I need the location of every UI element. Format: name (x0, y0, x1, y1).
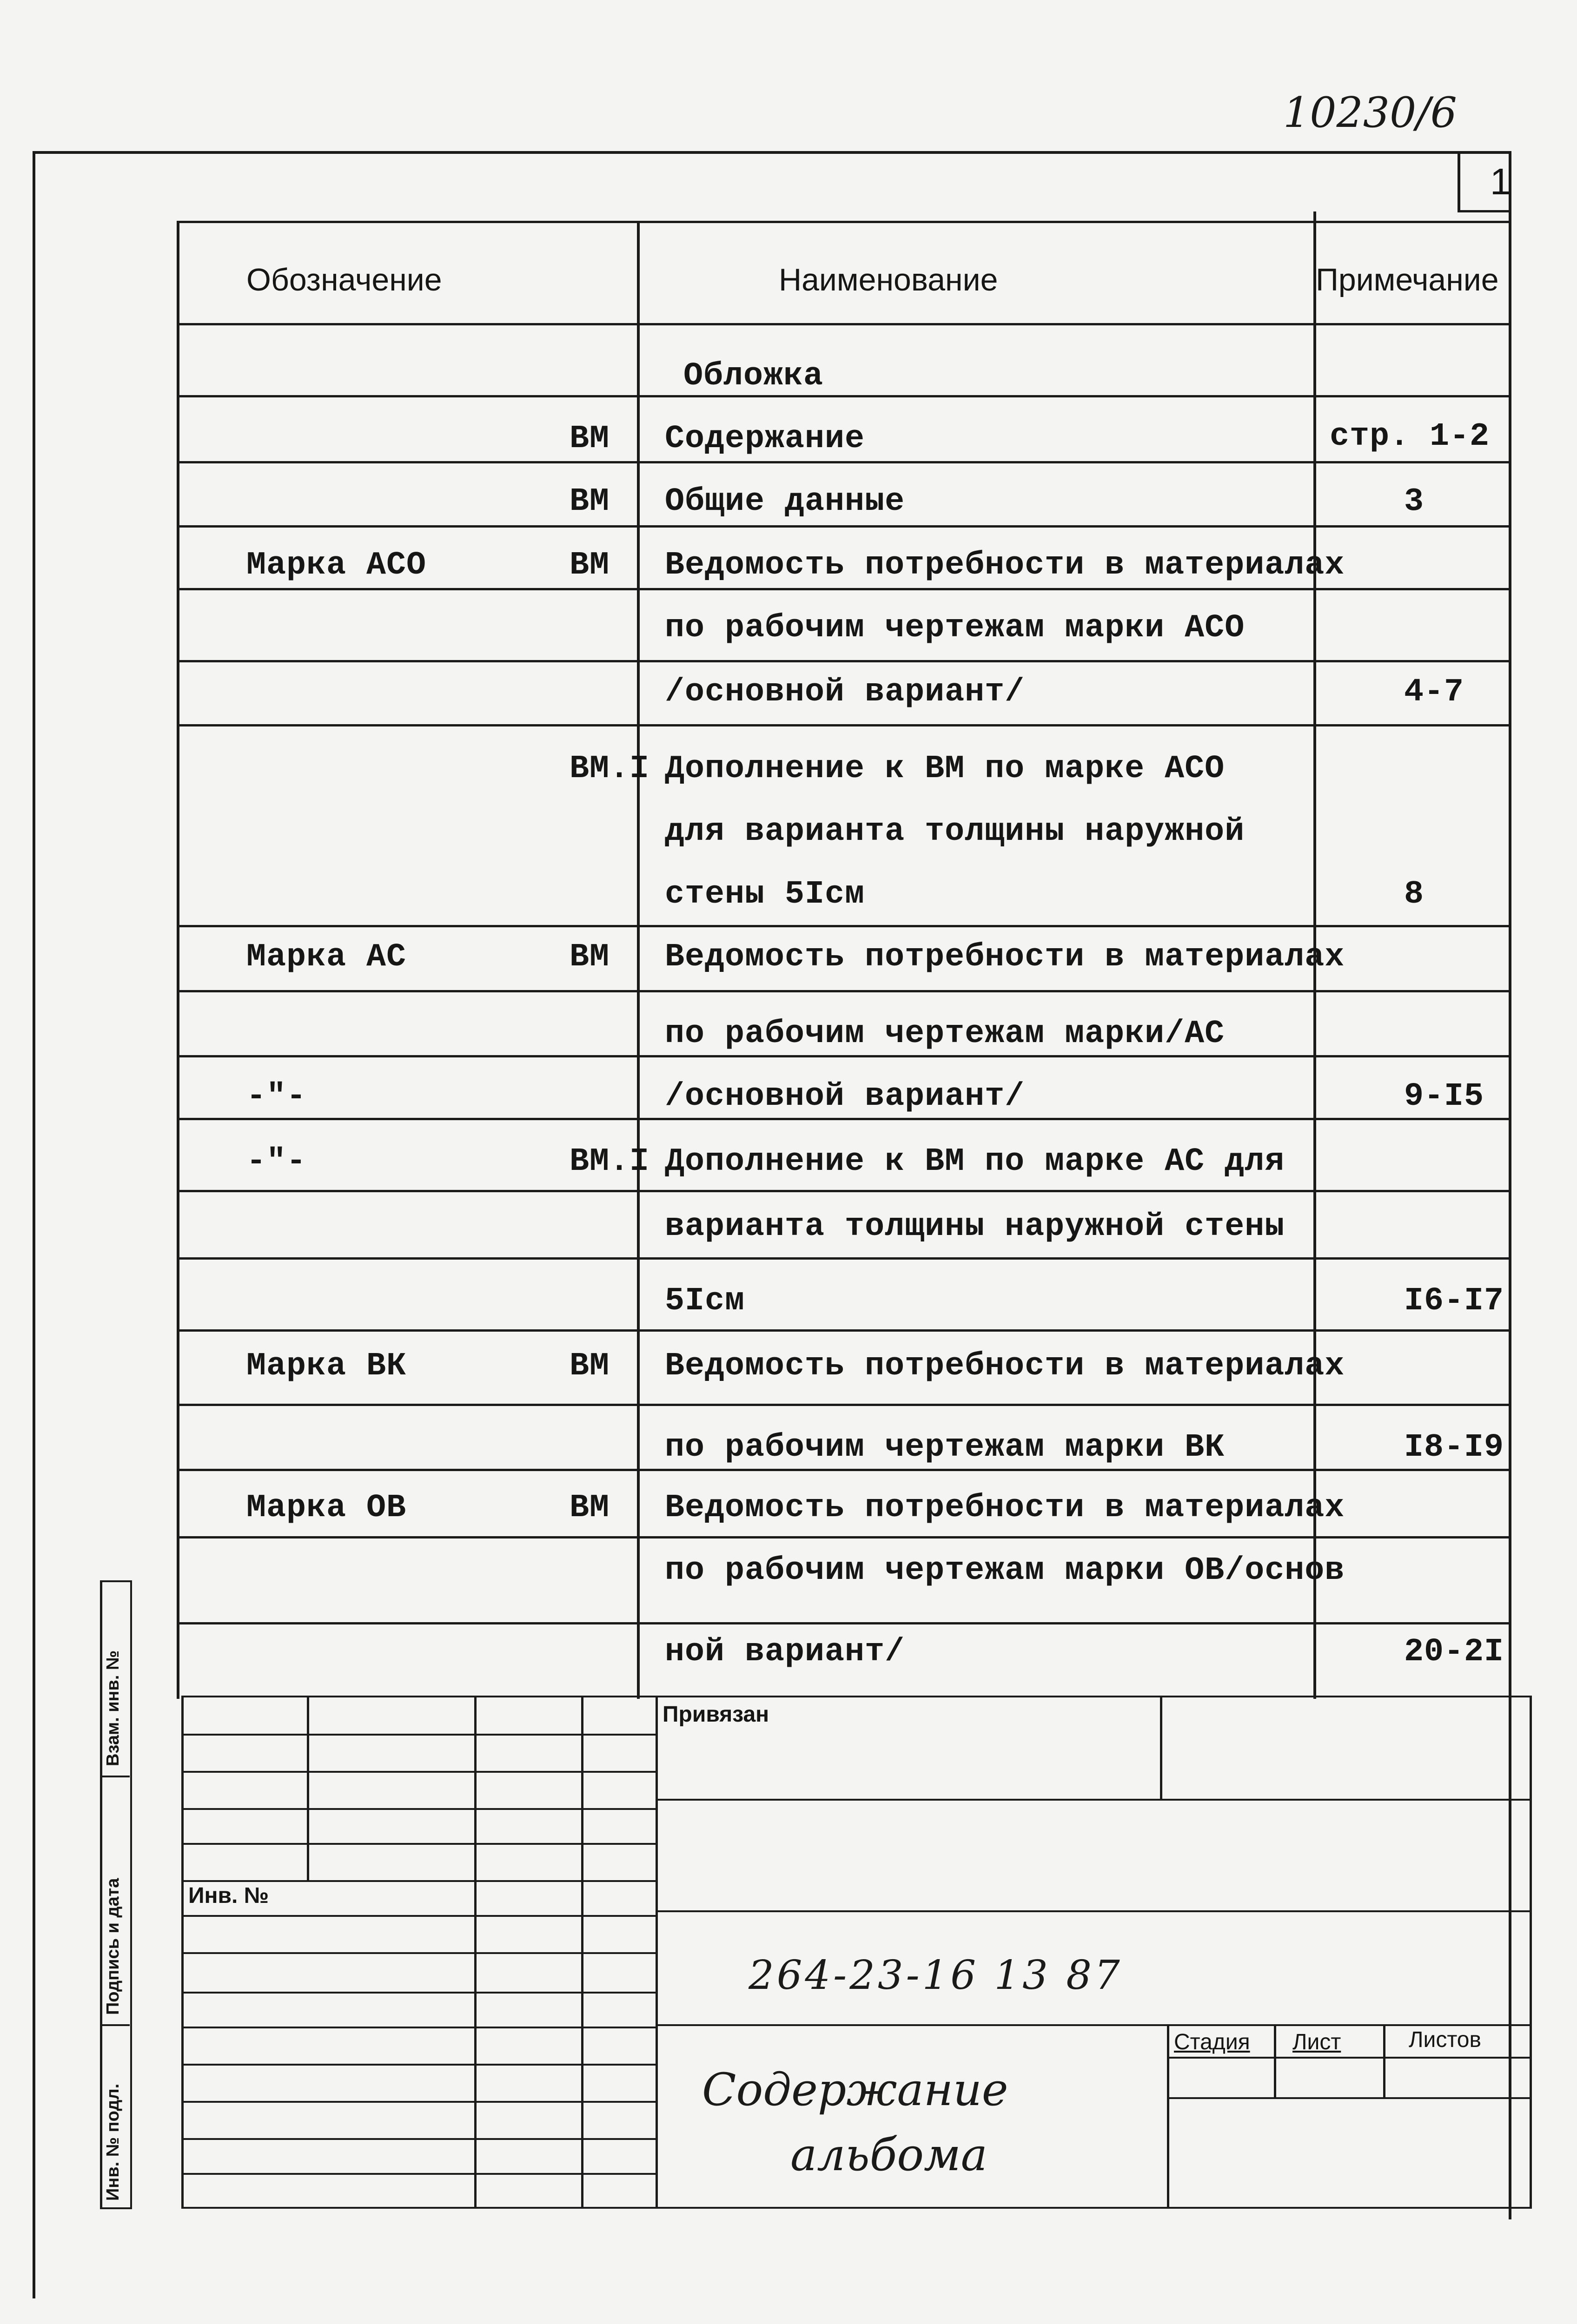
row-line (177, 461, 1511, 463)
row-line (177, 1055, 1511, 1057)
sheet-number: 1 (1490, 161, 1511, 202)
sheet-number-box-bottom (1458, 210, 1509, 212)
column-header-note: Примечание (1316, 262, 1499, 297)
tb-row (181, 2138, 656, 2140)
row-name: варианта толщины наружной стены (665, 1208, 1285, 1245)
tb-row (181, 1952, 656, 1954)
row-note: 3 (1404, 483, 1425, 520)
tb-stage-col (1383, 2024, 1385, 2099)
row-name: Ведомость потребности в материалах (665, 939, 1345, 976)
column-header-designation: Обозначение (246, 262, 442, 297)
row-code: ВМ.I (570, 1143, 650, 1180)
row-name: /основной вариант/ (665, 674, 1025, 711)
row-code: ВМ (570, 547, 610, 584)
row-note: 8 (1404, 876, 1425, 913)
row-line (177, 1622, 1511, 1624)
row-mark: Марка АС (246, 939, 407, 976)
row-name: Дополнение к ВМ по марке АСО (665, 751, 1225, 787)
tb-stage-header-line (1167, 2057, 1530, 2059)
row-name: Обложка (683, 358, 824, 395)
tb-row (181, 2064, 656, 2066)
tb-row (181, 1808, 656, 1810)
tb-row (181, 2101, 656, 2103)
row-name: по рабочим чертежам марки ОВ/основ (665, 1552, 1345, 1589)
row-mark: -"- (246, 1078, 307, 1115)
row-name: Общие данные (665, 483, 905, 520)
row-line (177, 395, 1511, 397)
row-note: стр. 1-2 (1330, 418, 1490, 455)
column-header-name: Наименование (779, 262, 998, 297)
row-name: ной вариант/ (665, 1634, 905, 1670)
tb-col (307, 1696, 309, 1882)
row-code: ВМ (570, 483, 610, 520)
row-note: 4-7 (1404, 674, 1464, 711)
tb-stage-col (1274, 2024, 1276, 2099)
document-code: 264-23-16 13 87 (749, 1952, 1123, 1999)
row-note: 9-I5 (1404, 1078, 1484, 1115)
title-block-right-line (1530, 1696, 1532, 2209)
frame-top-line (33, 151, 1509, 154)
side-stamp-divider (100, 1776, 130, 1777)
row-code: ВМ.I (570, 751, 650, 787)
row-line (177, 1190, 1511, 1192)
title-block-bottom-line (181, 2207, 1530, 2209)
drawing-title-line1: Содержание (702, 2064, 1008, 2116)
tb-row (181, 1992, 656, 1994)
row-code: ВМ (570, 1348, 610, 1385)
row-name: Содержание (665, 421, 865, 457)
side-stamp-inv-orig: Инв. № подл. (103, 2083, 123, 2201)
tb-row (181, 2173, 656, 2175)
row-line (177, 1118, 1511, 1120)
row-name: /основной вариант/ (665, 1078, 1025, 1115)
row-line (177, 1329, 1511, 1332)
tb-bound-divider (1160, 1696, 1162, 1800)
row-note: I8-I9 (1404, 1429, 1504, 1466)
tb-stage-line (656, 2024, 1530, 2026)
table-top-line (177, 221, 1511, 223)
sheet-label: Лист (1292, 2030, 1341, 2054)
row-line (177, 990, 1511, 992)
tb-row (181, 1734, 656, 1736)
row-line (177, 1469, 1511, 1471)
row-note: I6-I7 (1404, 1283, 1504, 1320)
row-name: Дополнение к ВМ по марке АС для (665, 1143, 1285, 1180)
frame-left-line (33, 151, 35, 2298)
sheet-number-box (1458, 151, 1460, 211)
row-code: ВМ (570, 421, 610, 457)
side-stamp-divider (100, 2024, 130, 2026)
tb-row (181, 1771, 656, 1773)
row-note: 20-2I (1404, 1634, 1504, 1670)
row-mark: Марка ОВ (246, 1490, 407, 1526)
row-line (177, 1257, 1511, 1260)
stage-label: Стадия (1174, 2030, 1250, 2054)
side-stamp-sign-date: Подпись и дата (103, 1878, 123, 2015)
row-name: по рабочим чертежам марки ВК (665, 1429, 1225, 1466)
row-line (177, 1536, 1511, 1538)
tb-bound-line (656, 1799, 1530, 1801)
tb-code-line (656, 1910, 1530, 1912)
row-code: ВМ (570, 939, 610, 976)
sheets-label: Листов (1409, 2027, 1481, 2052)
title-block-top-line (181, 1696, 1530, 1697)
row-mark: Марка ВК (246, 1348, 407, 1385)
tb-col (656, 1696, 658, 2209)
row-name: Ведомость потребности в материалах (665, 547, 1345, 584)
row-line (177, 925, 1511, 927)
table-left-line (177, 221, 179, 1699)
row-name: Ведомость потребности в материалах (665, 1348, 1345, 1385)
row-name: для варианта толщины наружной (665, 813, 1245, 850)
row-line (177, 525, 1511, 528)
row-name: стены 5Iсм (665, 876, 865, 913)
row-line (177, 660, 1511, 662)
row-name: Ведомость потребности в материалах (665, 1490, 1345, 1526)
tb-row (181, 1880, 656, 1882)
row-name: по рабочим чертежам марки/АС (665, 1016, 1225, 1052)
tb-stage-value-line (1167, 2097, 1530, 2099)
archive-number: 10230/6 (1283, 88, 1457, 137)
header-bottom-line (177, 323, 1511, 325)
row-line (177, 588, 1511, 590)
row-line (177, 1404, 1511, 1406)
row-name: 5Iсм (665, 1283, 745, 1320)
side-stamp-replace-inv: Взам. инв. № (103, 1650, 123, 1766)
inv-number-label: Инв. № (188, 1883, 269, 1908)
col-divider-1 (637, 221, 640, 1699)
tb-row (181, 1915, 656, 1917)
tb-row (181, 1843, 656, 1845)
tb-row (181, 2027, 656, 2028)
row-line (177, 724, 1511, 726)
row-code: ВМ (570, 1490, 610, 1526)
tb-stage-divider (1167, 2024, 1169, 2208)
drawing-title-line2: альбома (790, 2129, 987, 2181)
row-name: по рабочим чертежам марки АСО (665, 610, 1245, 647)
row-mark: Марка АСО (246, 547, 427, 584)
bound-label: Привязан (663, 1702, 769, 1727)
row-mark: -"- (246, 1143, 307, 1180)
